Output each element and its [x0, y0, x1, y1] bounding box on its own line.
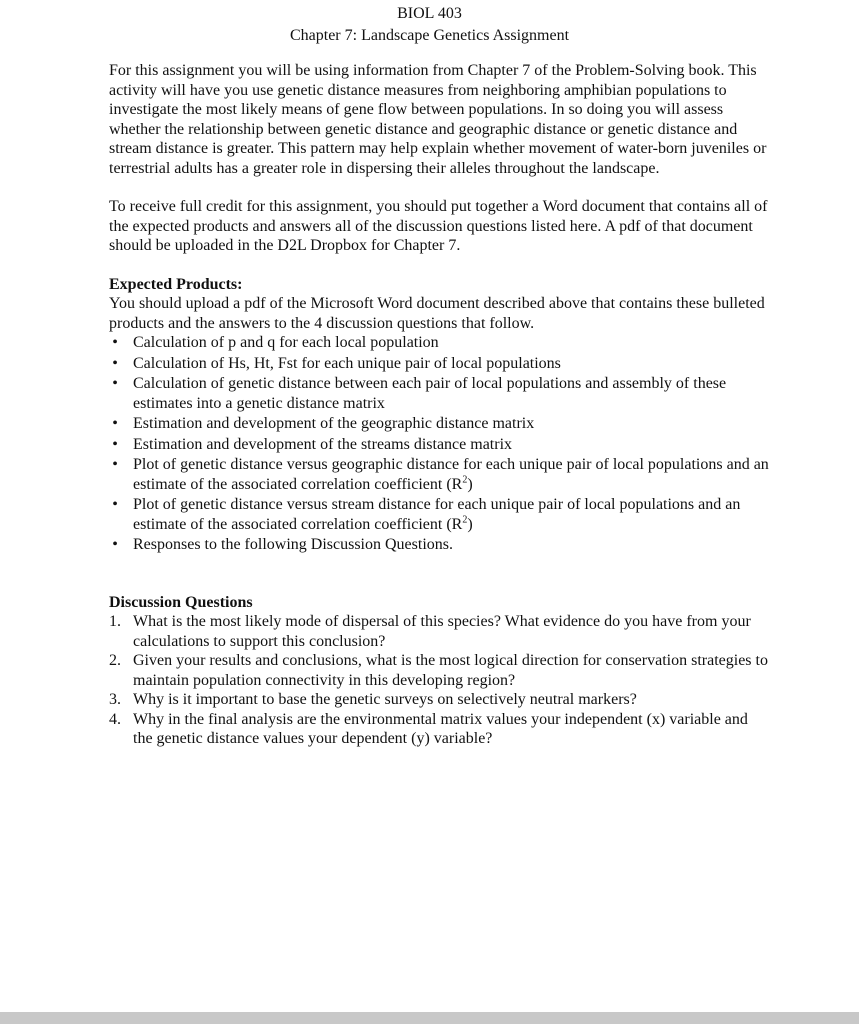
- list-item-text: Calculation of genetic distance between each pair of local populations and assembly of these estimates into a genetic distance matrix: [133, 375, 727, 412]
- list-item-text: [133, 456, 769, 493]
- list-item-text: [133, 496, 740, 533]
- question-text: What is the most likely mode of dispersal of this species? What evidence do you have from your calculations to support this conclusion?: [133, 613, 751, 650]
- expected-products-intro: You should upload a pdf of the Microsoft Word document described above that contains these bulleted products and the answers to the 4 discussion questions that follow.: [109, 295, 765, 332]
- list-item: [109, 435, 769, 455]
- question-item: [109, 612, 769, 651]
- list-item: [109, 414, 769, 434]
- question-number: 4.: [109, 710, 121, 728]
- bullet-icon: •: [112, 354, 118, 372]
- question-item: [109, 651, 769, 690]
- document-body: [109, 61, 769, 749]
- question-number: 3.: [109, 691, 121, 708]
- question-number: 1.: [109, 613, 121, 630]
- question-number: 2.: [109, 652, 121, 669]
- question-text: Given your results and conclusions, what is the most logical direction for conservation strategies to maintain population connectivity in this developing region?: [133, 652, 768, 689]
- bullet-icon: •: [112, 456, 118, 473]
- list-item-text: Estimation and development of the geographic distance matrix: [133, 415, 535, 432]
- discussion-questions-list: [109, 612, 769, 749]
- list-item: [109, 333, 769, 353]
- bottom-scroll-bar: [0, 1012, 859, 1024]
- superscript-two: 2: [462, 474, 468, 486]
- bullet-icon: •: [112, 496, 118, 513]
- question-item: [109, 710, 769, 749]
- list-item-text-main: Plot of genetic distance versus stream distance for each unique pair of local populations and an estimate of the associated correlation coefficient (R: [133, 496, 741, 533]
- superscript-two: 2: [462, 514, 468, 526]
- document-header: [0, 3, 859, 47]
- list-item: [109, 354, 769, 374]
- bullet-icon: •: [112, 375, 118, 392]
- bullet-icon: •: [112, 536, 118, 553]
- credit-paragraph: To receive full credit for this assignment, you should put together a Word document that contains all of the expected products and answers all of the discussion questions listed here. A pdf of that document should be uploaded in the D2L Dropbox for Chapter 7.: [109, 198, 768, 254]
- list-item: [109, 535, 769, 555]
- discussion-heading: Discussion Questions: [109, 593, 253, 611]
- question-text: Why in the final analysis are the environmental matrix values your independent (x) variable and the genetic distance values your dependent (y) variable?: [133, 710, 748, 747]
- list-item-text: Calculation of p and q for each local population: [133, 334, 439, 351]
- list-item: [109, 495, 769, 534]
- question-item: [109, 690, 769, 710]
- list-item-text: Calculation of Hs, Ht, Fst for each unique pair of local populations: [133, 354, 561, 372]
- list-item-text-close: ): [467, 515, 473, 533]
- discussion-section: [109, 593, 769, 749]
- expected-products-list: [109, 333, 769, 555]
- assignment-title: Chapter 7: Landscape Genetics Assignment: [289, 27, 570, 44]
- expected-products-heading: Expected Products:: [109, 275, 243, 293]
- intro-paragraph: For this assignment you will be using information from Chapter 7 of the Problem-Solving book. This activity will have you use genetic distance measures from neighboring amphibian populations to investigate the most likely means of gene flow between populations. In so doing you will assess whether the relationship between genetic distance and geographic distance or genetic distance and stream distance is greater. This pattern may help explain whether movement of water-born juveniles or terrestrial adults has a greater role in dispersing their alleles throughout the landscape.: [109, 62, 767, 177]
- bullet-icon: •: [112, 334, 118, 351]
- list-item: [109, 455, 769, 494]
- list-item-text: Estimation and development of the streams distance matrix: [133, 435, 513, 453]
- bullet-icon: •: [112, 415, 118, 432]
- list-item: [109, 374, 769, 413]
- bullet-icon: •: [112, 435, 118, 453]
- list-item-text-main: Plot of genetic distance versus geographic distance for each unique pair of local populations and an estimate of the associated correlation coefficient (R: [133, 456, 769, 493]
- list-item-text: Responses to the following Discussion Questions.: [133, 536, 453, 553]
- question-text: Why is it important to base the genetic surveys on selectively neutral markers?: [133, 691, 637, 708]
- course-code: BIOL 403: [397, 5, 462, 22]
- list-item-text-close: ): [467, 475, 473, 493]
